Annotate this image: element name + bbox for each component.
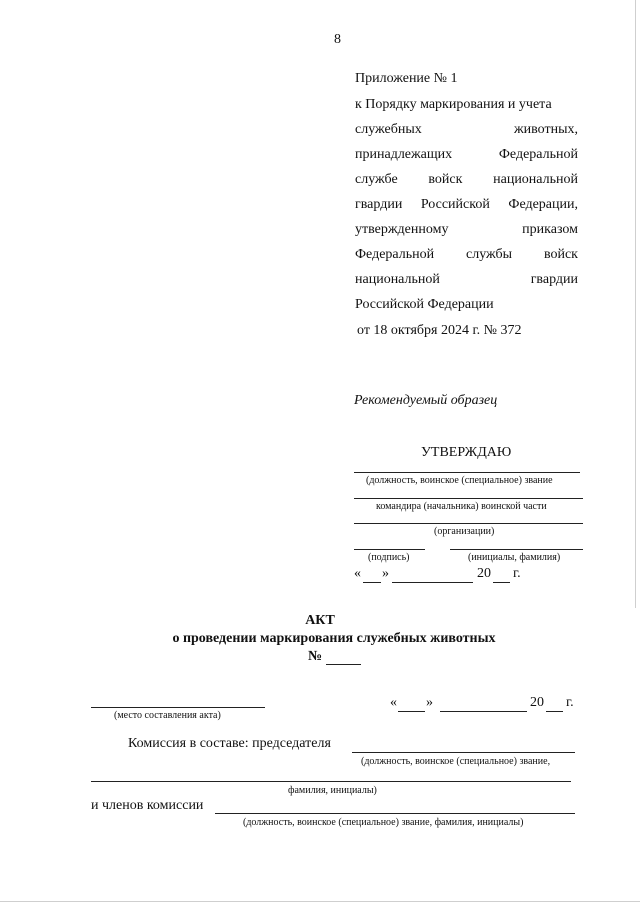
page-number: 8 xyxy=(334,32,341,47)
members-line[interactable] xyxy=(215,813,575,814)
appendix-line: национальной гвардии xyxy=(355,272,578,287)
act-date-close-quote: » xyxy=(426,695,433,710)
act-month-line[interactable] xyxy=(440,711,527,712)
signature-line[interactable] xyxy=(354,549,425,550)
initials-caption: (инициалы, фамилия) xyxy=(468,552,561,563)
appendix-line: утвержденному приказом xyxy=(355,222,578,237)
initials-line[interactable] xyxy=(450,549,583,550)
year-prefix: 20 xyxy=(477,566,491,581)
members-label: и членов комиссии xyxy=(91,798,204,813)
act-subtitle: о проведении маркирования служебных животных xyxy=(172,631,496,646)
act-year-line[interactable] xyxy=(546,711,563,712)
members-caption: (должность, воинское (специальное) звание, фамилия, инициалы) xyxy=(243,817,524,828)
page-edge-right xyxy=(635,0,636,608)
appendix-line: служебных животных, xyxy=(355,122,578,137)
sample-label: Рекомендуемый образец xyxy=(354,393,498,408)
act-number-line[interactable] xyxy=(326,664,361,665)
position-caption: (должность, воинское (специальное) звание xyxy=(366,475,553,486)
commission-label: Комиссия в составе: председателя xyxy=(128,736,331,751)
act-title: АКТ xyxy=(305,613,335,628)
appendix-line: гвардии Российской Федерации, xyxy=(355,197,578,212)
organization-caption: (организации) xyxy=(434,526,495,537)
chair-name-caption: фамилия, инициалы) xyxy=(288,785,377,796)
act-year-prefix: 20 xyxy=(530,695,544,710)
chair-name-line[interactable] xyxy=(91,781,571,782)
place-line[interactable] xyxy=(91,707,265,708)
approval-heading: УТВЕРЖДАЮ xyxy=(421,445,512,460)
commander-line[interactable] xyxy=(354,498,583,499)
signature-caption: (подпись) xyxy=(368,552,410,563)
position-line[interactable] xyxy=(354,472,580,473)
act-number-label: № xyxy=(308,649,323,664)
place-caption: (место составления акта) xyxy=(114,710,221,721)
chair-position-caption: (должность, воинское (специальное) звание, xyxy=(361,756,551,767)
day-line[interactable] xyxy=(363,582,381,583)
commander-caption: командира (начальника) воинской части xyxy=(376,501,547,512)
date-open-quote: « xyxy=(354,566,361,581)
appendix-line: к Порядку маркирования и учета xyxy=(355,97,552,112)
appendix-line: Российской Федерации xyxy=(355,297,494,312)
order-date: от 18 октября 2024 г. № 372 xyxy=(357,323,522,338)
date-close-quote: » xyxy=(382,566,389,581)
chair-line[interactable] xyxy=(352,752,575,753)
appendix-line: Федеральной службы войск xyxy=(355,247,578,262)
year-suffix: г. xyxy=(513,566,521,581)
month-line[interactable] xyxy=(392,582,473,583)
act-date-open-quote: « xyxy=(390,695,397,710)
appendix-line: Приложение № 1 xyxy=(355,71,458,86)
organization-line[interactable] xyxy=(354,523,583,524)
act-day-line[interactable] xyxy=(398,711,425,712)
appendix-line: принадлежащих Федеральной xyxy=(355,147,578,162)
page-edge-bottom xyxy=(0,901,640,902)
year-line[interactable] xyxy=(493,582,510,583)
appendix-line: службе войск национальной xyxy=(355,172,578,187)
act-year-suffix: г. xyxy=(566,695,574,710)
